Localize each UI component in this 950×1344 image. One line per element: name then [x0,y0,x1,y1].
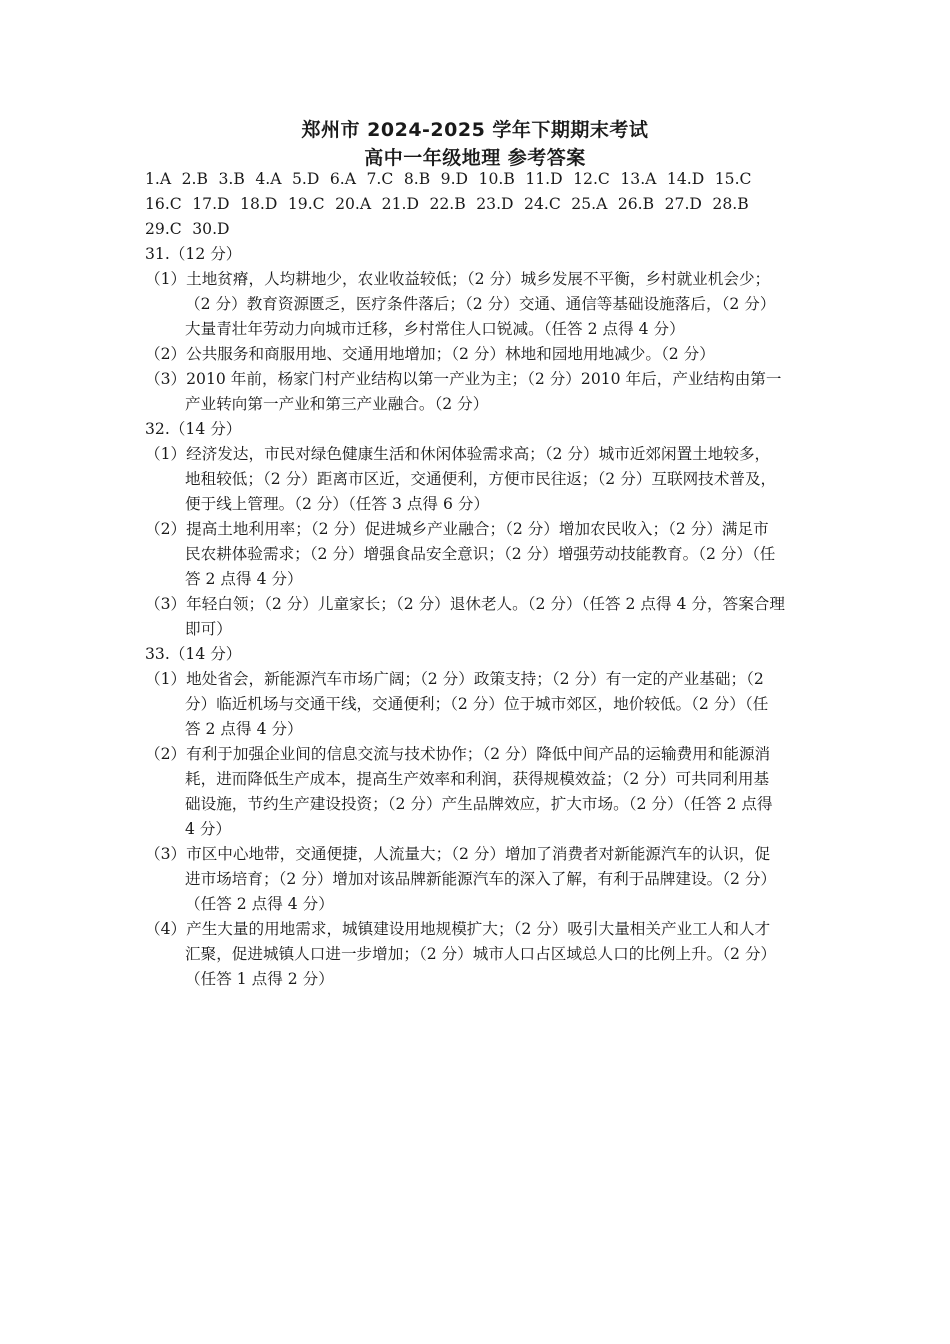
mc-answer: 4.A [255,170,282,188]
q33-answer-line: 4 分） [185,820,232,838]
mc-answer: 9.D [440,170,469,188]
q33-header: 33.（14 分） [145,645,242,663]
mc-answer: 1.A [145,170,172,188]
mc-answer: 15.C [714,170,752,188]
q33-answer-line: （1）地处省会，新能源汽车市场广阔；（2 分）政策支持；（2 分）有一定的产业基础；（2 [145,670,764,688]
q33-answer-line: 答 2 点得 4 分） [185,720,303,738]
q33-answer-line: （3）市区中心地带，交通便捷，人流量大；（2 分）增加了消费者对新能源汽车的认识，促 [145,845,771,863]
mc-answer: 16.C [145,195,182,213]
mc-answers-row-1 [145,169,751,189]
mc-answer: 12.C [573,170,610,188]
q32-answer-line: 即可） [185,620,232,638]
q31-answer-line: 大量青壮年劳动力向城市迁移，乡村常住人口锐减。（任答 2 点得 4 分） [185,320,685,338]
q31-answer-line: 产业转向第一产业和第三产业融合。（2 分） [185,395,489,413]
mc-answer: 3.B [218,170,245,188]
mc-answer: 8.B [403,170,431,188]
q33-answer-line: （2）有利于加强企业间的信息交流与技术协作；（2 分）降低中间产品的运输费用和能源消 [145,745,771,763]
q31-answer-line: （3）2010 年前，杨家门村产业结构以第一产业为主；（2 分）2010 年后，产业结构由第一 [145,370,782,388]
q32-answer-line: 答 2 点得 4 分） [185,570,303,588]
q32-answer-line: 便于线上管理。（2 分）（任答 3 点得 6 分） [185,495,490,513]
q31-answer-line: （2 分）教育资源匮乏，医疗条件落后；（2 分）交通、通信等基础设施落后，（2 分） [185,295,776,313]
q33-answer-line: 耗，进而降低生产成本，提高生产效率和利润，获得规模效益；（2 分）可共同利用基 [185,770,770,788]
mc-answer: 26.B [617,195,655,213]
q33-answer-line: 础设施，节约生产建设投资；（2 分）产生品牌效应，扩大市场。（2 分）（任答 2 点得 [185,795,773,813]
page-subtitle: 高中一年级地理 参考答案 [364,147,586,169]
mc-answer: 19.C [287,195,325,213]
q31-header: 31.（12 分） [145,245,242,263]
q32-answer-line: 民农耕体验需求；（2 分）增强食品安全意识；（2 分）增强劳动技能教育。（2 分）（任 [185,545,776,563]
q33-answer-line: 进市场培育；（2 分）增加对该品牌新能源汽车的深入了解，有利于品牌建设。（2 分） [185,870,777,888]
mc-answer: 27.D [664,195,702,213]
mc-answer: 29.C [145,220,182,238]
q33-answer-line: （任答 2 点得 4 分） [185,895,334,913]
mc-answer: 21.D [381,195,419,213]
mc-answer: 23.D [476,195,514,213]
mc-answer: 17.D [192,195,230,213]
q32-answer-line: （1）经济发达，市民对绿色健康生活和休闲体验需求高；（2 分）城市近郊闲置土地较多， [145,445,771,463]
mc-answer: 18.D [240,195,278,213]
mc-answers-row-2 [145,194,749,214]
mc-answer: 10.B [478,170,515,188]
mc-answers-row-3 [145,219,230,239]
mc-answer: 14.D [666,170,705,188]
mc-answer: 6.A [329,170,356,188]
q33-answer-line: （4）产生大量的用地需求，城镇建设用地规模扩大；（2 分）吸引大量相关产业工人和人才 [145,920,771,938]
mc-answer: 22.B [429,195,466,213]
q32-answer-line: 地租较低；（2 分）距离市区近，交通便利，方便市民往返；（2 分）互联网技术普及， [185,470,777,488]
mc-answer: 13.A [620,170,657,188]
mc-answer: 24.C [524,195,561,213]
q31-answer-line: （1）土地贫瘠，人均耕地少，农业收益较低；（2 分）城乡发展不平衡，乡村就业机会少； [145,270,771,288]
q32-header: 32.（14 分） [145,420,242,438]
mc-answer: 28.B [712,195,749,213]
q32-answer-line: （3）年轻白领；（2 分）儿童家长；（2 分）退休老人。（2 分）（任答 2 点得 4 分，答案合理 [145,595,785,613]
q33-answer-line: 分）临近机场与交通干线，交通便利；（2 分）位于城市郊区，地价较低。（2 分）（任 [185,695,769,713]
q33-answer-line: （任答 1 点得 2 分） [185,970,334,988]
mc-answer: 5.D [291,170,320,188]
mc-answer: 7.C [366,170,394,188]
page-title: 郑州市 2024-2025 学年下期期末考试 [301,119,649,141]
mc-answer: 11.D [525,170,563,188]
q33-answer-line: 汇聚，促进城镇人口进一步增加；（2 分）城市人口占区域总人口的比例上升。（2 分） [185,945,777,963]
q31-answer-line: （2）公共服务和商服用地、交通用地增加；（2 分）林地和园地用地减少。（2 分） [145,345,715,363]
mc-answer: 20.A [335,195,372,213]
mc-answer: 30.D [192,220,230,238]
mc-answer: 2.B [181,170,208,188]
q32-answer-line: （2）提高土地利用率；（2 分）促进城乡产业融合；（2 分）增加农民收入；（2 分）满足市 [145,520,769,538]
mc-answer: 25.A [571,195,608,213]
